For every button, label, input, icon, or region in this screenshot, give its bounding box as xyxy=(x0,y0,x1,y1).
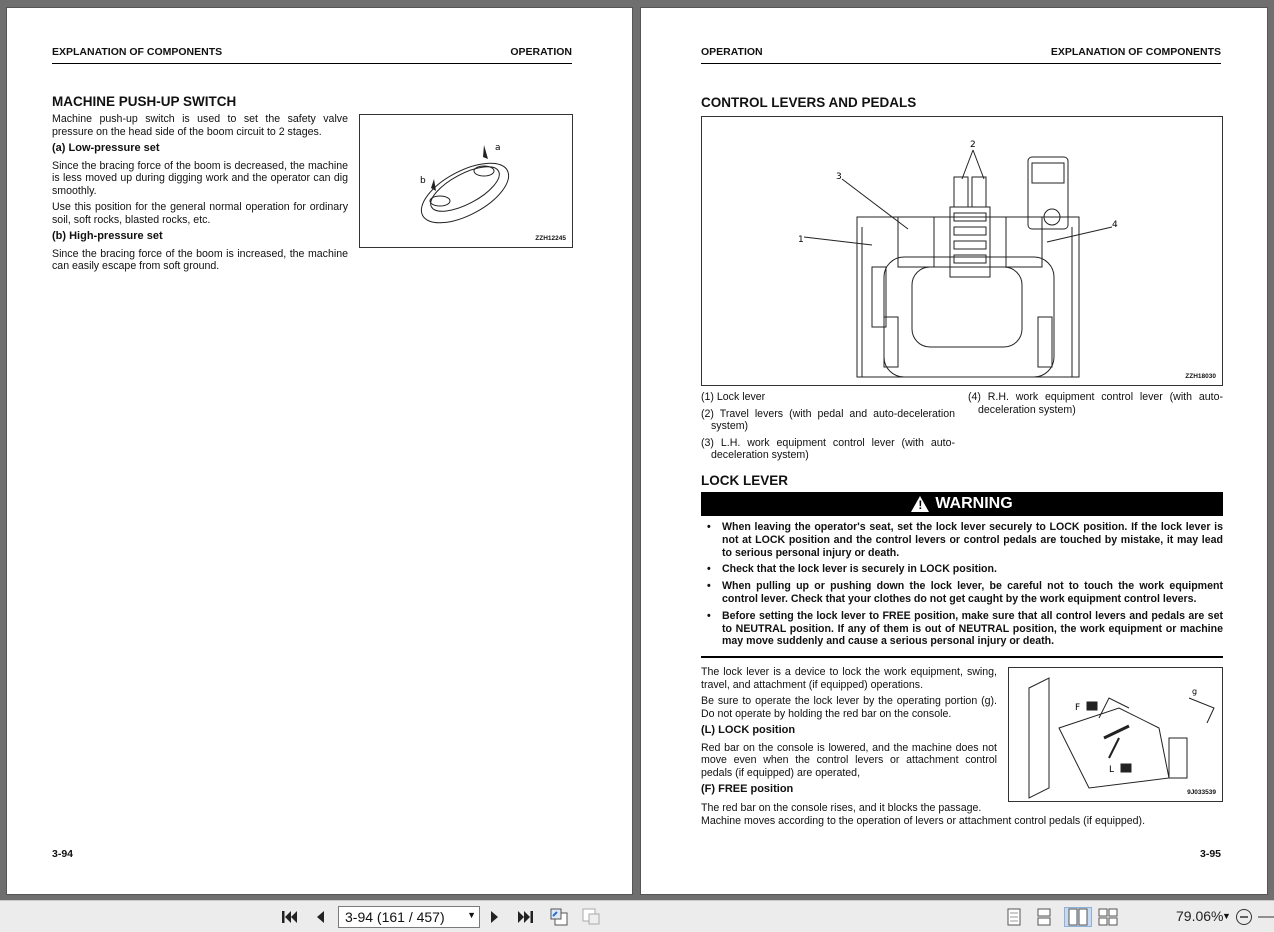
zoom-out-button[interactable] xyxy=(1233,907,1255,927)
callout-2: 2 xyxy=(970,140,976,150)
last-page-button[interactable] xyxy=(514,907,536,927)
zoom-out-icon xyxy=(1235,908,1253,926)
warning-item: • Before setting the lock lever to FREE position, make sure that all control levers and pedals are set to NEUTRAL position. If any of them is out of NEUTRAL position, the work equipment or machine may move suddenly and cause a serious personal injury or death. xyxy=(701,610,1223,648)
header-left: EXPLANATION OF COMPONENTS xyxy=(52,46,223,58)
page-header xyxy=(52,46,572,64)
zoom-slider-track xyxy=(1256,908,1274,926)
low-pressure-usage: Use this position for the general normal operation for ordinary soil, soft rocks, blasted rocks, etc. xyxy=(52,201,348,226)
callout-3: 3 xyxy=(836,172,842,182)
single-page-view-button[interactable] xyxy=(1003,907,1025,927)
low-pressure-text: Since the bracing force of the boom is decreased, the machine is less moved up during digging work and the operator can dig smoothly. xyxy=(52,159,348,197)
low-pressure-heading: (a) Low-pressure set xyxy=(52,142,160,154)
left-page xyxy=(6,7,633,895)
previous-view-icon xyxy=(549,908,569,926)
last-page-icon xyxy=(516,909,534,925)
lock-lever-title: LOCK LEVER xyxy=(701,473,789,488)
warning-label: WARNING xyxy=(935,495,1013,512)
viewer-toolbar xyxy=(0,900,1274,932)
header-right: OPERATION xyxy=(510,46,572,58)
continuous-facing-view-button[interactable] xyxy=(1097,907,1119,927)
switch-illustration xyxy=(360,115,574,249)
zoom-slider[interactable] xyxy=(1256,907,1274,927)
figure-code: ZZH12245 xyxy=(535,235,566,242)
page-header xyxy=(701,46,1221,64)
continuous-page-icon xyxy=(1037,908,1051,926)
section-title: MACHINE PUSH-UP SWITCH xyxy=(52,94,237,109)
page-number-value: 3-94 (161 / 457) xyxy=(345,909,445,925)
page-number-field[interactable] xyxy=(338,906,480,928)
high-pressure-heading: (b) High-pressure set xyxy=(52,230,163,242)
callout-1: 1 xyxy=(798,235,804,245)
previous-page-button[interactable] xyxy=(309,907,331,927)
next-page-button[interactable] xyxy=(484,907,506,927)
zoom-dropdown-icon[interactable]: ▼ xyxy=(1222,911,1231,921)
label-a: a xyxy=(495,143,501,153)
warning-item: • When leaving the operator's seat, set the lock lever securely to LOCK position. If the lock lever is not at LOCK position and the control levers or control pedals are touched by mistake, it may lead to serious personal injury or death. xyxy=(701,521,1223,559)
free-body-text xyxy=(701,802,1223,827)
legend-item: (3) L.H. work equipment control lever (with auto-deceleration system) xyxy=(701,436,955,461)
go-back-view-button[interactable] xyxy=(548,907,570,927)
warning-list xyxy=(701,521,1223,658)
warning-item: • Check that the lock lever is securely in LOCK position. xyxy=(701,563,1223,576)
legend-item: (2) Travel levers (with pedal and auto-deceleration system) xyxy=(701,407,955,432)
lock-paragraph: The lock lever is a device to lock the work equipment, swing, travel, and attachment (if equipped) operations. xyxy=(701,666,997,691)
free-position-heading: (F) FREE position xyxy=(701,783,794,795)
next-page-icon xyxy=(488,909,502,925)
free-position-text: The red bar on the console rises, and it blocks the passage. xyxy=(701,802,982,814)
lock-position-text: Red bar on the console is lowered, and the machine does not move even when the control levers or attachment control pedals (if equipped) are operated, xyxy=(701,741,997,779)
push-up-switch-figure xyxy=(359,114,573,248)
label-b: b xyxy=(420,176,426,186)
free-position-text: Machine moves according to the operation of levers or attachment control pedals (if equipped). xyxy=(701,814,1146,827)
lock-body-text xyxy=(701,666,997,801)
go-forward-view-button[interactable] xyxy=(580,907,602,927)
continuous-view-button[interactable] xyxy=(1033,907,1055,927)
legend-item: (4) R.H. work equipment control lever (with auto-deceleration system) xyxy=(968,391,1223,416)
previous-page-icon xyxy=(313,909,327,925)
facing-view-button[interactable] xyxy=(1064,907,1092,927)
high-pressure-text: Since the bracing force of the boom is increased, the machine can easily escape from soft ground. xyxy=(52,247,348,272)
legend-right xyxy=(968,391,1223,420)
label-g: g xyxy=(1192,687,1198,696)
page-number: 3-95 xyxy=(1199,848,1221,860)
callout-4: 4 xyxy=(1112,220,1118,230)
facing-pages-icon xyxy=(1068,908,1088,926)
first-page-icon xyxy=(281,909,299,925)
single-page-icon xyxy=(1007,908,1021,926)
warning-banner xyxy=(701,492,1223,516)
next-view-icon xyxy=(581,908,601,926)
legend-item: (1) Lock lever xyxy=(701,391,766,403)
header-left: OPERATION xyxy=(701,46,763,58)
figure-code: ZZH18030 xyxy=(1185,373,1216,380)
warning-item: • When pulling up or pushing down the lock lever, be careful not to touch the work equipment control lever. Check that your clothes do not get caught by the work equipment control levers. xyxy=(701,580,1223,606)
page-number: 3-94 xyxy=(52,848,74,860)
body-text xyxy=(52,113,348,277)
legend-left xyxy=(701,391,955,466)
first-page-button[interactable] xyxy=(279,907,301,927)
chevron-down-icon[interactable]: ▼ xyxy=(467,910,476,920)
lock-position-heading: (L) LOCK position xyxy=(701,724,796,736)
continuous-facing-icon xyxy=(1098,908,1118,926)
lock-paragraph: Be sure to operate the lock lever by the operating portion (g). Do not operate by holding the red bar on the console. xyxy=(701,695,997,720)
label-L: L xyxy=(1109,765,1115,775)
zoom-level[interactable]: 79.06% xyxy=(1176,908,1224,924)
header-right: EXPLANATION OF COMPONENTS xyxy=(1050,46,1221,58)
label-F: F xyxy=(1075,703,1081,713)
control-levers-figure xyxy=(701,116,1223,386)
lock-lever-figure xyxy=(1008,667,1223,802)
intro-paragraph: Machine push-up switch is used to set the safety valve pressure on the head side of the boom circuit to 2 stages. xyxy=(52,113,348,138)
right-page xyxy=(640,7,1268,895)
warning-icon xyxy=(911,496,929,512)
section-title: CONTROL LEVERS AND PEDALS xyxy=(701,95,917,110)
figure-code: 9J033539 xyxy=(1187,789,1216,796)
